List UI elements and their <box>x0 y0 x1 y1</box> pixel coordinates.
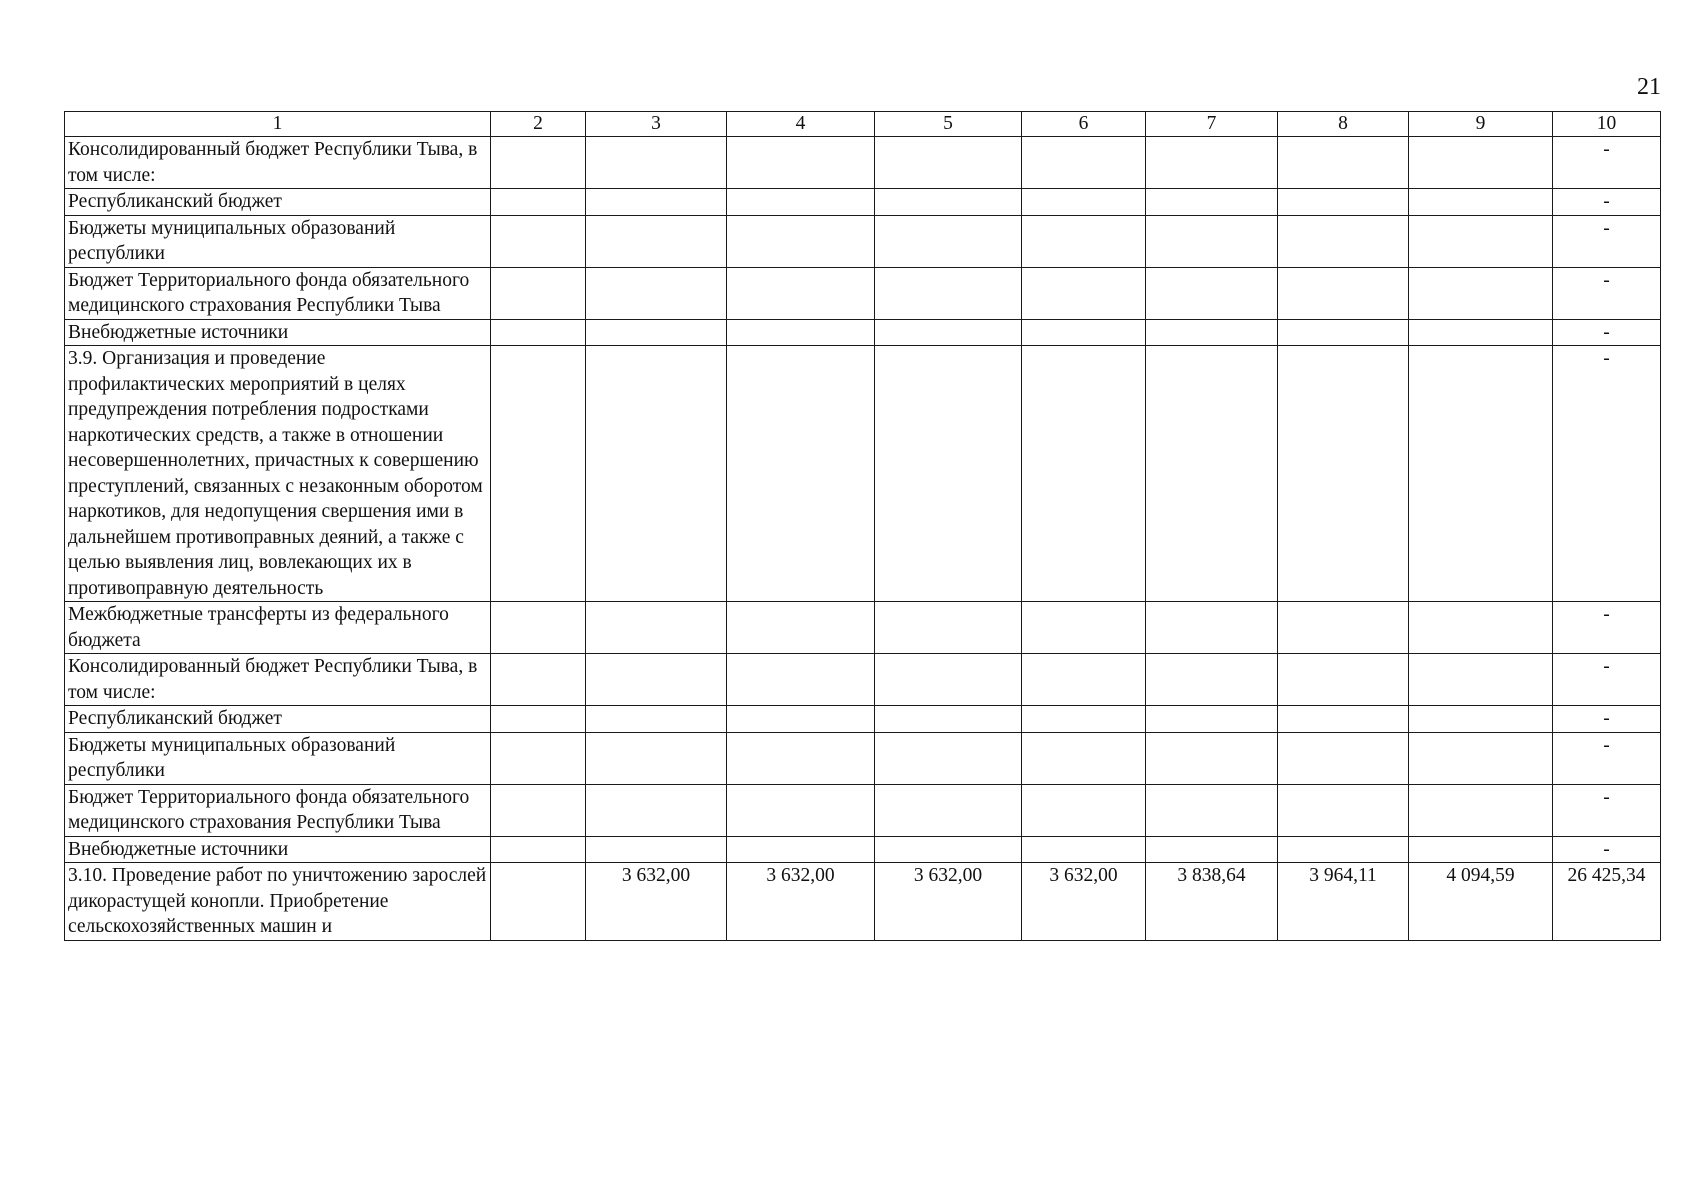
table-row <box>65 784 1661 836</box>
value-cell-col-4 <box>727 706 875 733</box>
value-cell-col-5: 3 632,00 <box>875 863 1022 941</box>
value-cell-col-7 <box>1146 654 1278 706</box>
row-label: 3.10. Проведение работ по уничтожению зарослей дикорастущей конопли. Приобретение сельскохозяйственных машин и <box>65 863 491 941</box>
value-cell-col-2 <box>491 654 586 706</box>
value-cell-col-5 <box>875 732 1022 784</box>
column-header-2: 2 <box>491 112 586 137</box>
value-cell-col-4 <box>727 602 875 654</box>
value-cell-col-3: 3 632,00 <box>586 863 727 941</box>
value-cell-col-7 <box>1146 137 1278 189</box>
column-header-7: 7 <box>1146 112 1278 137</box>
column-header-5: 5 <box>875 112 1022 137</box>
value-cell-col-3 <box>586 215 727 267</box>
table-row <box>65 836 1661 863</box>
table-row <box>65 706 1661 733</box>
row-label: Бюджеты муниципальных образований республики <box>65 215 491 267</box>
value-cell-col-10: - <box>1553 346 1661 602</box>
value-cell-col-3 <box>586 319 727 346</box>
value-cell-col-9: 4 094,59 <box>1409 863 1553 941</box>
value-cell-col-3 <box>586 602 727 654</box>
value-cell-col-10: - <box>1553 602 1661 654</box>
value-cell-col-4 <box>727 137 875 189</box>
value-cell-col-8: 3 964,11 <box>1278 863 1409 941</box>
table-row <box>65 863 1661 941</box>
value-cell-col-10: - <box>1553 137 1661 189</box>
value-cell-col-6 <box>1022 732 1146 784</box>
value-cell-col-9 <box>1409 267 1553 319</box>
value-cell-col-6 <box>1022 836 1146 863</box>
value-cell-col-2 <box>491 863 586 941</box>
budget-table <box>64 111 1661 941</box>
value-cell-col-9 <box>1409 732 1553 784</box>
page-number: 21 <box>1637 74 1661 100</box>
value-cell-col-2 <box>491 732 586 784</box>
value-cell-col-8 <box>1278 346 1409 602</box>
row-label: Бюджеты муниципальных образований республики <box>65 732 491 784</box>
value-cell-col-8 <box>1278 267 1409 319</box>
value-cell-col-10: - <box>1553 189 1661 216</box>
value-cell-col-10: - <box>1553 784 1661 836</box>
table-row <box>65 732 1661 784</box>
value-cell-col-6 <box>1022 319 1146 346</box>
value-cell-col-10: - <box>1553 836 1661 863</box>
value-cell-col-8 <box>1278 215 1409 267</box>
value-cell-col-3 <box>586 732 727 784</box>
value-cell-col-2 <box>491 267 586 319</box>
table-row <box>65 137 1661 189</box>
value-cell-col-7 <box>1146 189 1278 216</box>
value-cell-col-8 <box>1278 784 1409 836</box>
value-cell-col-4 <box>727 784 875 836</box>
column-header-1: 1 <box>65 112 491 137</box>
table-row <box>65 654 1661 706</box>
value-cell-col-5 <box>875 836 1022 863</box>
value-cell-col-10: - <box>1553 319 1661 346</box>
value-cell-col-2 <box>491 706 586 733</box>
value-cell-col-6 <box>1022 346 1146 602</box>
value-cell-col-5 <box>875 215 1022 267</box>
value-cell-col-10: - <box>1553 215 1661 267</box>
value-cell-col-9 <box>1409 706 1553 733</box>
row-label: Консолидированный бюджет Республики Тыва, в том числе: <box>65 654 491 706</box>
value-cell-col-9 <box>1409 189 1553 216</box>
value-cell-col-5 <box>875 137 1022 189</box>
value-cell-col-4 <box>727 189 875 216</box>
value-cell-col-8 <box>1278 654 1409 706</box>
value-cell-col-6 <box>1022 189 1146 216</box>
value-cell-col-6 <box>1022 137 1146 189</box>
value-cell-col-7 <box>1146 215 1278 267</box>
value-cell-col-2 <box>491 346 586 602</box>
value-cell-col-6 <box>1022 706 1146 733</box>
value-cell-col-4 <box>727 346 875 602</box>
value-cell-col-5 <box>875 602 1022 654</box>
value-cell-col-3 <box>586 267 727 319</box>
row-label: Бюджет Территориального фонда обязательного медицинского страхования Республики Тыва <box>65 267 491 319</box>
value-cell-col-4: 3 632,00 <box>727 863 875 941</box>
row-label: 3.9. Организация и проведение профилактических мероприятий в целях предупреждения потребления подростками наркотических средств, а также в отношении несовершеннолетних, причастных к совершению преступлений, связанных с незаконным оборотом наркотиков, для недопущения свершения ими в дальнейшем противоправных деяний, а также с целью выявления лиц, вовлекающих их в противоправную деятельность <box>65 346 491 602</box>
value-cell-col-10: - <box>1553 267 1661 319</box>
value-cell-col-4 <box>727 732 875 784</box>
value-cell-col-7 <box>1146 602 1278 654</box>
value-cell-col-3 <box>586 836 727 863</box>
row-label: Внебюджетные источники <box>65 319 491 346</box>
value-cell-col-7 <box>1146 836 1278 863</box>
column-header-9: 9 <box>1409 112 1553 137</box>
value-cell-col-7: 3 838,64 <box>1146 863 1278 941</box>
value-cell-col-9 <box>1409 836 1553 863</box>
value-cell-col-7 <box>1146 732 1278 784</box>
value-cell-col-10: 26 425,34 <box>1553 863 1661 941</box>
value-cell-col-6 <box>1022 784 1146 836</box>
column-header-8: 8 <box>1278 112 1409 137</box>
value-cell-col-7 <box>1146 267 1278 319</box>
value-cell-col-7 <box>1146 319 1278 346</box>
value-cell-col-4 <box>727 836 875 863</box>
value-cell-col-5 <box>875 189 1022 216</box>
value-cell-col-8 <box>1278 602 1409 654</box>
value-cell-col-9 <box>1409 654 1553 706</box>
value-cell-col-6 <box>1022 267 1146 319</box>
row-label: Внебюджетные источники <box>65 836 491 863</box>
table-row <box>65 215 1661 267</box>
value-cell-col-9 <box>1409 784 1553 836</box>
value-cell-col-8 <box>1278 319 1409 346</box>
value-cell-col-4 <box>727 267 875 319</box>
value-cell-col-2 <box>491 189 586 216</box>
value-cell-col-3 <box>586 784 727 836</box>
column-header-4: 4 <box>727 112 875 137</box>
table-row <box>65 346 1661 602</box>
value-cell-col-7 <box>1146 346 1278 602</box>
value-cell-col-3 <box>586 189 727 216</box>
value-cell-col-8 <box>1278 836 1409 863</box>
value-cell-col-3 <box>586 346 727 602</box>
value-cell-col-9 <box>1409 215 1553 267</box>
value-cell-col-3 <box>586 654 727 706</box>
value-cell-col-5 <box>875 267 1022 319</box>
value-cell-col-5 <box>875 346 1022 602</box>
row-label: Межбюджетные трансферты из федерального бюджета <box>65 602 491 654</box>
value-cell-col-5 <box>875 319 1022 346</box>
value-cell-col-4 <box>727 654 875 706</box>
table-row <box>65 602 1661 654</box>
column-header-10: 10 <box>1553 112 1661 137</box>
header-row <box>65 112 1661 137</box>
value-cell-col-9 <box>1409 319 1553 346</box>
value-cell-col-3 <box>586 137 727 189</box>
value-cell-col-2 <box>491 137 586 189</box>
table-body <box>65 137 1661 941</box>
column-header-3: 3 <box>586 112 727 137</box>
value-cell-col-8 <box>1278 706 1409 733</box>
value-cell-col-6 <box>1022 602 1146 654</box>
value-cell-col-4 <box>727 319 875 346</box>
value-cell-col-8 <box>1278 732 1409 784</box>
value-cell-col-9 <box>1409 137 1553 189</box>
value-cell-col-5 <box>875 784 1022 836</box>
value-cell-col-5 <box>875 706 1022 733</box>
row-label: Республиканский бюджет <box>65 706 491 733</box>
value-cell-col-10: - <box>1553 706 1661 733</box>
column-header-6: 6 <box>1022 112 1146 137</box>
value-cell-col-8 <box>1278 189 1409 216</box>
value-cell-col-2 <box>491 784 586 836</box>
value-cell-col-2 <box>491 215 586 267</box>
value-cell-col-10: - <box>1553 654 1661 706</box>
value-cell-col-2 <box>491 602 586 654</box>
value-cell-col-5 <box>875 654 1022 706</box>
value-cell-col-10: - <box>1553 732 1661 784</box>
table-row <box>65 267 1661 319</box>
value-cell-col-2 <box>491 319 586 346</box>
value-cell-col-7 <box>1146 706 1278 733</box>
value-cell-col-8 <box>1278 137 1409 189</box>
table-row <box>65 189 1661 216</box>
value-cell-col-3 <box>586 706 727 733</box>
value-cell-col-9 <box>1409 346 1553 602</box>
value-cell-col-6 <box>1022 654 1146 706</box>
value-cell-col-2 <box>491 836 586 863</box>
table-row <box>65 319 1661 346</box>
row-label: Бюджет Территориального фонда обязательного медицинского страхования Республики Тыва <box>65 784 491 836</box>
value-cell-col-6: 3 632,00 <box>1022 863 1146 941</box>
value-cell-col-9 <box>1409 602 1553 654</box>
value-cell-col-6 <box>1022 215 1146 267</box>
row-label: Консолидированный бюджет Республики Тыва, в том числе: <box>65 137 491 189</box>
row-label: Республиканский бюджет <box>65 189 491 216</box>
value-cell-col-4 <box>727 215 875 267</box>
value-cell-col-7 <box>1146 784 1278 836</box>
